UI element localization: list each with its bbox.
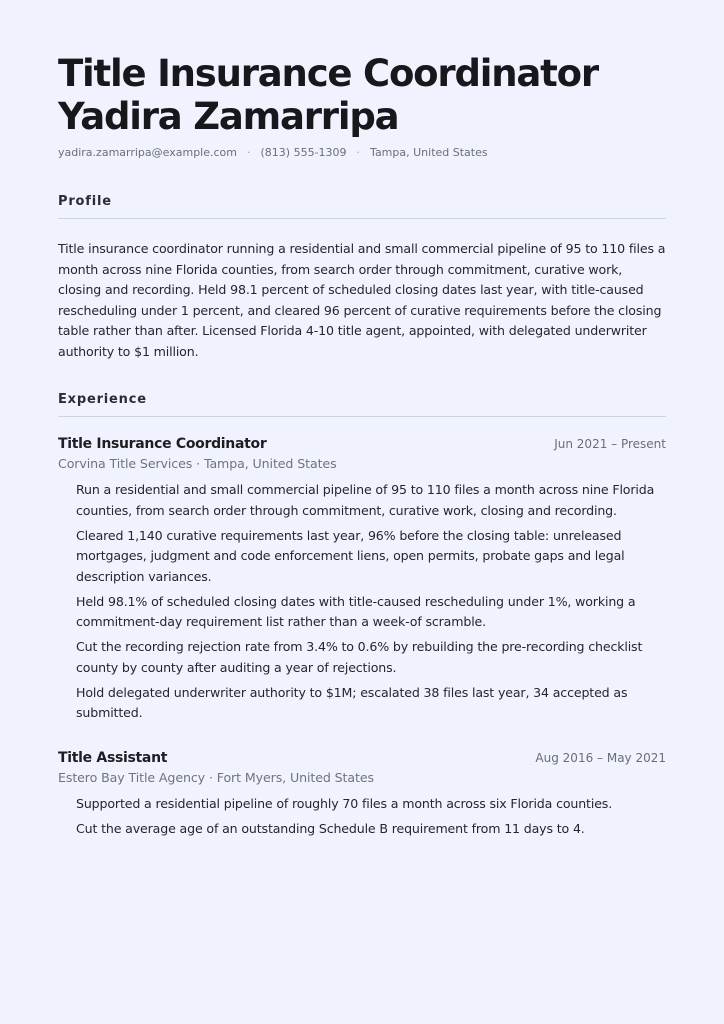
profile-text: Title insurance coordinator running a residential and small commercial pipeline of 95 to 110 files a month across nine Florida counties, from search order through commitment, curative work, closing and recording. Held 98.1 percent of scheduled closing dates last year, with title-caused rescheduling under 1 percent, and cleared 96 percent of curative requirements before the closing table rather than after. Licensed Florida 4-10 title agent, appointed, with delegated underwriter authority to $1 million. bbox=[58, 241, 666, 359]
job-bullets bbox=[58, 480, 666, 724]
experience-section bbox=[58, 392, 666, 839]
job-header bbox=[58, 750, 666, 766]
job-company: Estero Bay Title Agency · Fort Myers, United States bbox=[58, 769, 374, 785]
job-title-heading: Title Insurance Coordinator bbox=[58, 52, 598, 95]
job-entry bbox=[58, 750, 666, 840]
job-title: Title Assistant bbox=[58, 749, 168, 766]
resume-heading bbox=[58, 52, 666, 138]
job-bullet: Cut the average age of an outstanding Schedule B requirement from 11 days to 4. bbox=[76, 820, 585, 836]
job-header bbox=[58, 436, 666, 452]
experience-heading: Experience bbox=[58, 392, 666, 417]
profile-heading: Profile bbox=[58, 194, 666, 219]
contact-separator: · bbox=[356, 146, 361, 159]
job-bullet: Held 98.1% of scheduled closing dates with title-caused rescheduling under 1%, working a commitment-day requirement list rather than a week-of scramble. bbox=[76, 593, 636, 629]
contact-line bbox=[58, 146, 666, 160]
contact-email[interactable]: yadira.zamarripa@example.com bbox=[58, 146, 237, 159]
job-bullet: Run a residential and small commercial pipeline of 95 to 110 files a month across nine Florida counties, from search order through commitment, curative work, closing and recording. bbox=[76, 482, 655, 518]
job-bullet: Cleared 1,140 curative requirements last year, 96% before the closing table: unreleased mortgages, judgment and code enforcement liens, open permits, probate gaps and legal description variances. bbox=[76, 527, 625, 584]
job-bullets bbox=[58, 794, 666, 840]
job-bullet: Supported a residential pipeline of roughly 70 files a month across six Florida counties. bbox=[76, 795, 613, 811]
profile-section bbox=[58, 194, 666, 362]
job-entry bbox=[58, 436, 666, 724]
job-dates: Aug 2016 – May 2021 bbox=[535, 750, 666, 765]
contact-separator: · bbox=[247, 146, 251, 159]
job-bullet: Cut the recording rejection rate from 3.4% to 0.6% by rebuilding the pre-recording checklist county by county after auditing a year of rejections. bbox=[76, 639, 643, 675]
job-dates: Jun 2021 – Present bbox=[554, 437, 666, 451]
job-title: Title Insurance Coordinator bbox=[58, 436, 267, 452]
job-company: Corvina Title Services · Tampa, United States bbox=[58, 456, 337, 471]
contact-phone[interactable]: (813) 555-1309 bbox=[260, 146, 347, 159]
job-bullet: Hold delegated underwriter authority to $1M; escalated 38 files last year, 34 accepted as submitted. bbox=[76, 684, 628, 720]
contact-location: Tampa, United States bbox=[370, 146, 488, 159]
candidate-name: Yadira Zamarripa bbox=[58, 95, 399, 138]
